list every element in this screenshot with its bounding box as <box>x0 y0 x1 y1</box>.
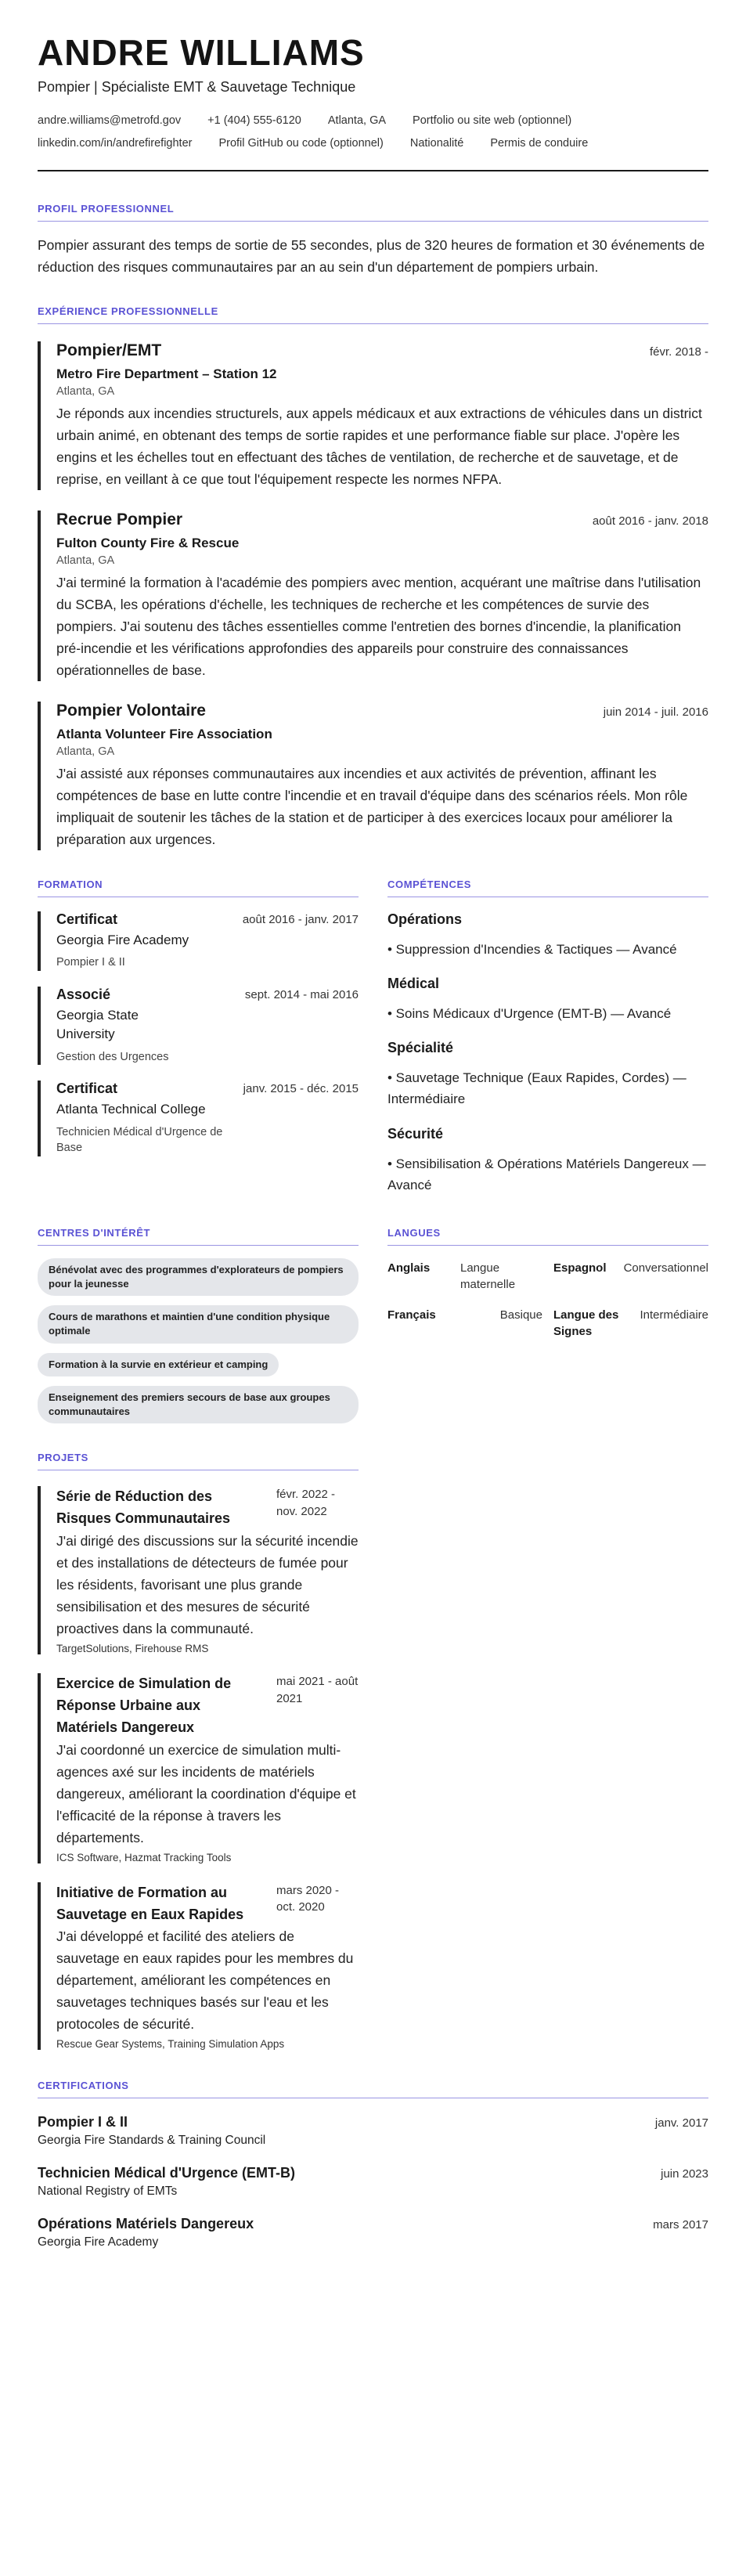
skill-category: Opérations <box>387 911 463 927</box>
language-level: Conversationnel <box>623 1261 708 1275</box>
education-item <box>38 911 359 971</box>
job-title: Pompier Volontaire <box>56 701 206 720</box>
language-item <box>553 1260 708 1293</box>
section-heading: FORMATION <box>38 879 359 897</box>
employer-name: Fulton County Fire & Rescue <box>56 535 240 550</box>
degree-title: Certificat <box>56 911 118 927</box>
skill-group <box>387 1126 708 1196</box>
language-name: Espagnol <box>553 1261 607 1275</box>
project-item <box>38 1882 359 2051</box>
skills-section <box>387 879 708 1196</box>
section-heading: PROJETS <box>38 1452 359 1470</box>
education-item <box>38 987 359 1066</box>
experience-section <box>38 305 708 850</box>
project-name: Exercice de Simulation de Réponse Urbaine aux Matériels Dangereux <box>56 1676 232 1735</box>
skill-entry: • Sensibilisation & Opérations Matériels Dangereux — Avancé <box>387 1156 706 1192</box>
field-of-study: Gestion des Urgences <box>56 1051 169 1063</box>
language-level: Intermédiaire <box>640 1308 708 1322</box>
employer-name: Atlanta Volunteer Fire Association <box>56 726 272 741</box>
skill-entry: • Soins Médicaux d'Urgence (EMT-B) — Avancé <box>387 1005 672 1021</box>
certification-issuer: National Registry of EMTs <box>38 2185 178 2199</box>
language-level: Langue maternelle <box>460 1261 516 1291</box>
github-link[interactable]: Profil GitHub ou code (optionnel) <box>218 137 384 150</box>
certification-name: Technicien Médical d'Urgence (EMT-B) <box>38 2165 296 2181</box>
resume-header <box>38 33 708 171</box>
contact-row <box>38 113 708 130</box>
language-item <box>553 1307 708 1340</box>
summary-text: Pompier assurant des temps de sortie de 55 secondes, plus de 320 heures de formation et 30 événements de réduction des risques communautaires par an au sein d'un département de pompiers urbain. <box>38 237 705 276</box>
interest-tag: Enseignement des premiers secours de base aux groupes communautaires <box>38 1386 359 1423</box>
location-text: Atlanta, GA <box>327 114 387 127</box>
experience-item <box>38 511 708 681</box>
job-description: J'ai assisté aux réponses communautaires aux incendies et aux activités de prévention, affinant les compétences de base en lutte contre l'incendie et en travail d'équipe dans des scénarios réels. Mon rôle impliquait de soutenir les tâches de la station et de participer à des exercices locaux pour améliorer la préparation aux urgences. <box>56 765 688 847</box>
project-description: J'ai dirigé des discussions sur la sécurité incendie et des installations de détecteurs de fumée pour les résidents, favorisant une plus grande sensibilisation et des mesures de sécurité proactives dans la communauté. <box>56 1533 359 1636</box>
interest-tag: Formation à la survie en extérieur et camping <box>38 1353 279 1376</box>
education-dates: sept. 2014 - mai 2016 <box>244 987 359 1001</box>
job-location: Atlanta, GA <box>56 745 115 758</box>
project-name: Initiative de Formation au Sauvetage en Eaux Rapides <box>56 1884 244 1922</box>
interest-tag: Bénévolat avec des programmes d'explorateurs de pompiers pour la jeunesse <box>38 1258 359 1296</box>
certifications-section <box>38 2080 708 2249</box>
languages-grid <box>387 1260 708 1340</box>
section-heading: COMPÉTENCES <box>387 879 708 897</box>
employer-name: Metro Fire Department – Station 12 <box>56 366 277 381</box>
education-dates: janv. 2015 - déc. 2015 <box>243 1082 359 1096</box>
degree-title: Certificat <box>56 1081 118 1097</box>
job-dates: août 2016 - janv. 2018 <box>592 514 708 528</box>
skill-entry: • Sauvetage Technique (Eaux Rapides, Cordes) — Intermédiaire <box>387 1070 687 1107</box>
license-text: Permis de conduire <box>490 137 589 150</box>
skill-group <box>387 911 708 960</box>
job-description: J'ai terminé la formation à l'académie des pompiers avec mention, acquérant une maîtrise dans l'utilisation du SCBA, les opérations d'échelle, les techniques de recherche et les compétences de survie des pompiers. J'ai soutenu des tâches essentielles comme l'entretien des bornes d'incendie, la planification pré-incendie et les vérifications approfondies des appareils pour construire des connaissances opérationnelles de base. <box>56 574 701 678</box>
certification-item <box>38 2165 708 2199</box>
language-name: Français <box>387 1308 436 1322</box>
project-name: Série de Réduction des Risques Communautaires <box>56 1488 231 1527</box>
skill-category: Médical <box>387 975 440 991</box>
summary-section <box>38 203 708 279</box>
interests-languages-row <box>38 1227 708 1423</box>
section-heading: EXPÉRIENCE PROFESSIONNELLE <box>38 305 708 324</box>
certification-issuer: Georgia Fire Standards & Training Council <box>38 2134 266 2148</box>
school-name: Georgia State University <box>56 1007 139 1042</box>
interest-tags <box>38 1258 359 1423</box>
certification-item <box>38 2114 708 2148</box>
candidate-title: Pompier | Spécialiste EMT & Sauvetage Technique <box>38 78 356 95</box>
job-description: Je réponds aux incendies structurels, aux appels médicaux et aux extractions de véhicules dans un district urbain animé, en obtenant des temps de sortie rapides et une performance fiable sur place. J'opère les engins et les échelles tout en effectuant des tâches de ventilation, de recherche et de sauvetage, et de reprise, en veillant à ce que tout l'équipement respecte les normes NFPA. <box>56 405 702 487</box>
header-divider <box>38 170 708 171</box>
project-item <box>38 1673 359 1863</box>
section-heading: CERTIFICATIONS <box>38 2080 708 2098</box>
interest-tag: Cours de marathons et maintien d'une condition physique optimale <box>38 1305 359 1343</box>
certification-item <box>38 2216 708 2249</box>
degree-title: Associé <box>56 986 111 1002</box>
skill-group <box>387 976 708 1024</box>
languages-section <box>387 1227 708 1423</box>
skill-entry: • Suppression d'Incendies & Tactiques — Avancé <box>387 941 677 957</box>
project-dates: févr. 2022 - nov. 2022 <box>276 1488 336 1518</box>
job-location: Atlanta, GA <box>56 384 115 398</box>
certification-date: janv. 2017 <box>654 2116 708 2130</box>
projects-section <box>38 1452 359 2050</box>
job-title: Pompier/EMT <box>56 341 162 359</box>
section-heading: LANGUES <box>387 1227 708 1246</box>
project-tools: ICS Software, Hazmat Tracking Tools <box>56 1851 232 1863</box>
section-heading: PROFIL PROFESSIONNEL <box>38 203 708 222</box>
language-item <box>387 1260 542 1293</box>
certification-name: Opérations Matériels Dangereux <box>38 2216 254 2232</box>
school-name: Atlanta Technical College <box>56 1102 206 1117</box>
job-title: Recrue Pompier <box>56 510 183 529</box>
linkedin-link[interactable]: linkedin.com/in/andrefirefighter <box>38 137 193 150</box>
job-dates: juin 2014 - juil. 2016 <box>603 705 708 719</box>
project-dates: mai 2021 - août 2021 <box>276 1675 359 1705</box>
job-dates: févr. 2018 - <box>649 345 708 359</box>
experience-item <box>38 341 708 490</box>
certification-date: juin 2023 <box>661 2167 708 2181</box>
education-skills-row <box>38 879 708 1196</box>
interests-section <box>38 1227 359 1423</box>
job-location: Atlanta, GA <box>56 554 115 567</box>
portfolio-link[interactable]: Portfolio ou site web (optionnel) <box>413 114 572 127</box>
language-name: Anglais <box>387 1261 431 1275</box>
skill-group <box>387 1040 708 1109</box>
candidate-name: ANDRE WILLIAMS <box>38 32 365 73</box>
education-dates: août 2016 - janv. 2017 <box>242 912 359 926</box>
project-item <box>38 1486 359 1654</box>
phone-text: +1 (404) 555-6120 <box>207 114 301 127</box>
project-description: J'ai développé et facilité des ateliers de sauvetage en eaux rapides pour les membres du département, améliorant les compétences en sauvetages techniques basés sur l'eau et les protocoles de sécurité. <box>56 1928 354 2033</box>
experience-item <box>38 702 708 850</box>
project-description: J'ai coordonné un exercice de simulation multi-agences axé sur les incidents de matériels dangereux, améliorant la coordination d'équipe et l'efficacité de la réponse à travers les départements. <box>56 1741 356 1845</box>
project-dates: mars 2020 - oct. 2020 <box>276 1883 340 1914</box>
language-level: Basique <box>499 1308 542 1322</box>
contact-row-secondary <box>38 135 708 153</box>
language-name: Langue des Signes <box>553 1308 619 1338</box>
school-name: Georgia Fire Academy <box>56 932 189 947</box>
skill-category: Spécialité <box>387 1040 454 1056</box>
certification-date: mars 2017 <box>653 2218 708 2232</box>
skill-category: Sécurité <box>387 1125 444 1142</box>
field-of-study: Technicien Médical d'Urgence de Base <box>56 1125 223 1155</box>
education-item <box>38 1081 359 1156</box>
language-item <box>387 1307 542 1340</box>
nationality-text: Nationalité <box>409 137 464 150</box>
field-of-study: Pompier I & II <box>56 956 125 969</box>
project-tools: TargetSolutions, Firehouse RMS <box>56 1643 209 1654</box>
project-tools: Rescue Gear Systems, Training Simulation Apps <box>56 2038 285 2051</box>
email-link[interactable]: andre.williams@metrofd.gov <box>38 114 182 127</box>
education-section <box>38 879 359 1196</box>
certification-issuer: Georgia Fire Academy <box>38 2235 159 2249</box>
section-heading: CENTRES D'INTÉRÊT <box>38 1227 359 1246</box>
certification-name: Pompier I & II <box>38 2114 128 2130</box>
